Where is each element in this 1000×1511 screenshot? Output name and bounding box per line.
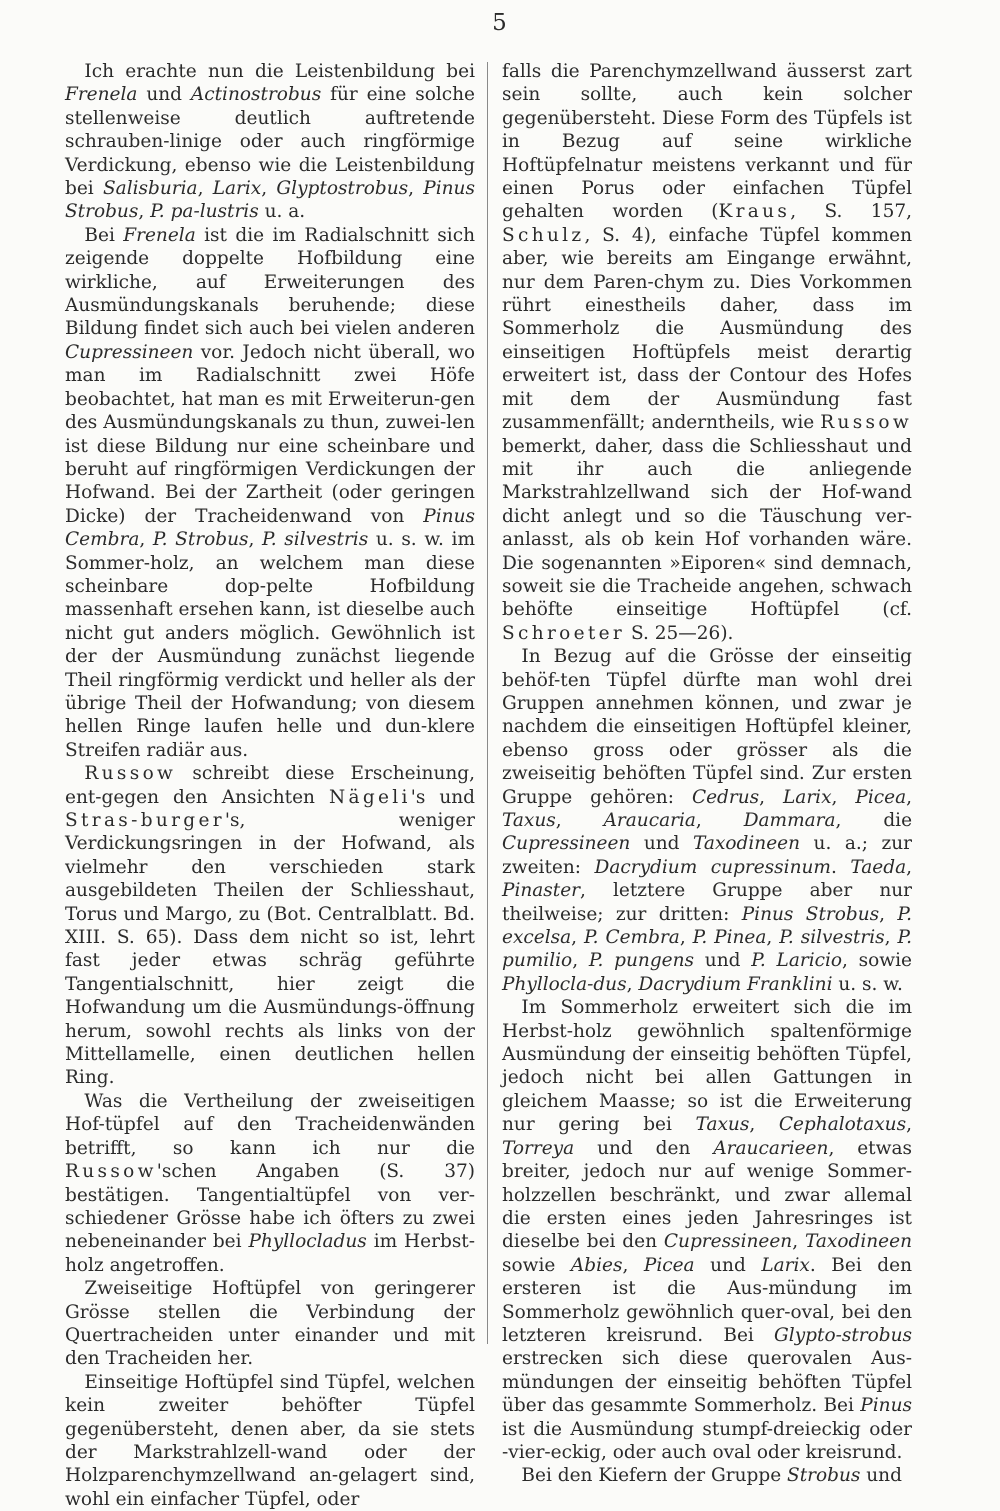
italic-text: Phyllocladus <box>248 1231 367 1253</box>
text-run: , S. 4), einfache Tüpfel kommen aber, wie bereits am Eingange erwähnt, nur dem Paren-chym zu. Dies Vorkommen rührt einestheils daher, dass im Sommerholz die Ausmündung des einseitigen Hoftüpfels meist derartig erweitert ist, dass der Contour des Hofes mit dem der Ausmündung fast zusammenfällt; anderntheils, wie <box>502 224 912 434</box>
text-run: , letztere Gruppe aber nur theilweise; zur dritten: <box>502 880 912 925</box>
text-run: , <box>139 529 153 551</box>
text-run: , etwas breiter, jedoch nur auf wenige Sommer-holzzellen beschränkt, und zwar allemal die ersten eines jeden Jahresringes ist dieselbe bei den <box>502 1137 912 1253</box>
text-run: Im Sommerholz erweitert sich die im Herbst-holz gewöhnlich spaltenförmige Ausmündung der einseitig behöften Tüpfel, jedoch nicht bei allen Gattungen in gleichem Maasse; so ist die Erweiterung nur gering bei <box>502 997 912 1136</box>
page-number: 5 <box>492 10 508 36</box>
italic-text: Glyptostrobus <box>276 178 409 200</box>
italic-text: Larix <box>212 178 262 200</box>
italic-text: Taeda <box>850 856 907 878</box>
text-run: u. a.; zur zweiten: <box>502 833 912 878</box>
italic-text: Pinus Strobus <box>741 903 880 925</box>
italic-text: Phylloclа-dus <box>502 973 627 995</box>
text-run: , <box>831 786 856 808</box>
italic-text: Taxus <box>502 810 556 831</box>
text-run: , <box>555 810 604 831</box>
italic-text: Strobus <box>787 1465 861 1487</box>
italic-text: Dacrydium cupressinum <box>594 856 831 878</box>
text-run: , <box>759 786 784 808</box>
text-run: und <box>694 1254 762 1276</box>
italic-text: Cedrus <box>691 786 760 808</box>
text-run: ist die Ausmündung stumpf-dreieckig oder -vier-eckig, oder auch oval oder kreisrund. <box>502 1418 912 1463</box>
spaced-name: Russow <box>65 1161 157 1183</box>
italic-text: Cupressineen <box>502 833 631 855</box>
text-run: , <box>906 856 912 878</box>
text-run: , <box>571 927 584 949</box>
text-run: Ich erachte nun die Leistenbildung bei <box>84 61 475 82</box>
italic-text: Torreya <box>502 1137 575 1159</box>
text-run: u. s. w. im Sommer-holz, an welchem man diese scheinbare dop-pelte Hofbildung massenhaft ersehen kann, ist dieselbe auch nicht gut anders möglich. Gewöhnlich ist der der Ausmündung zunächst liegende Theil ringförmig verdickt und heller als der übrige Theil der Hofwandung; von diesem hellen Ringe laufen helle und dun-klere Streifen radiär aus. <box>65 529 475 761</box>
text-run: , <box>408 178 424 200</box>
text-run: u. a. <box>258 201 306 223</box>
spaced-name: Schulz <box>502 224 585 246</box>
text-run: , <box>906 1114 912 1136</box>
italic-text: Pinaster <box>502 880 581 902</box>
text-run: schreibt diese Erscheinung, ent-gegen den Ansichten <box>65 763 475 808</box>
italic-text: Larix <box>761 1254 810 1276</box>
spaced-name: Stras-burger <box>65 810 225 831</box>
text-run: , <box>906 786 913 808</box>
text-run: , <box>248 529 263 551</box>
text-run: , <box>572 950 589 972</box>
text-run: und <box>630 833 694 855</box>
italic-text: Pinus Strobus <box>65 178 475 223</box>
paragraph <box>65 1090 475 1277</box>
italic-text: P. Cembra <box>583 927 680 949</box>
paragraph <box>65 60 475 224</box>
italic-text: Cephalotaxus <box>778 1114 907 1136</box>
text-run: Bei den Kiefern der Gruppe <box>521 1465 788 1487</box>
italic-text: Picea <box>855 786 907 808</box>
italic-text: P. Laricio <box>751 950 843 972</box>
text-run: , <box>749 1114 779 1136</box>
paragraph <box>65 1277 475 1371</box>
italic-text: Abies <box>570 1254 623 1276</box>
paragraph <box>502 645 912 996</box>
text-run: sowie <box>502 1254 571 1276</box>
text-run: , sowie <box>842 950 913 972</box>
text-run: . <box>830 856 851 878</box>
italic-text: Pinus Cembra <box>65 505 475 551</box>
text-run: und <box>137 84 191 106</box>
paragraph <box>502 996 912 1464</box>
italic-text: Pinus <box>860 1395 912 1417</box>
italic-text: P. Pinea <box>692 927 767 949</box>
text-run: erstrecken sich diese querovalen Aus-mündungen der einseitig behöften Tüpfel über das gesammte Sommerholz. Bei <box>502 1348 912 1417</box>
italic-text: Dammara <box>743 810 836 831</box>
spaced-name: Russow <box>84 763 177 785</box>
text-run: Was die Vertheilung der zweiseitigen Hof-tüpfel auf den Tracheidenwänden betrifft, so kann ich nur die <box>65 1090 475 1159</box>
text-run: , <box>792 1231 805 1253</box>
italic-text: Picea <box>643 1254 695 1276</box>
italic-text: Actinostrobus <box>190 84 322 106</box>
italic-text: P. pa-lustris <box>150 201 259 223</box>
paragraph <box>502 60 912 645</box>
italic-text: P. silvestris <box>262 529 369 551</box>
text-run: , <box>626 973 639 995</box>
italic-text: Taxodineen <box>805 1231 912 1253</box>
text-run: , <box>138 201 151 223</box>
italic-text: Taxodineen <box>693 833 801 855</box>
text-run: , <box>884 927 898 949</box>
text-run: für eine solche stellenweise deutlich auftretende schrauben-linige oder auch ringförmige Verdickung, ebenso wie die Leistenbildung bei <box>65 84 475 200</box>
text-run: im Herbst-holz angetroffen. <box>65 1231 475 1276</box>
text-run: , die <box>835 810 913 831</box>
italic-text: Cupressineen <box>65 341 194 363</box>
text-run: ist die im Radialschnitt sich zeigende doppelte Hofbildung eine wirkliche, auf Erweiterungen des Ausmündungskanals beruhende; diese Bildung findet sich auch bei vielen anderen <box>65 224 475 340</box>
spaced-name: Nägeli <box>328 786 411 808</box>
italic-text: Glypto-strobus <box>774 1324 912 1346</box>
paragraph <box>502 1464 912 1487</box>
spaced-name: Schroeter <box>502 622 626 644</box>
spaced-name: Kraus <box>718 201 791 223</box>
text-run: 's und <box>410 786 475 808</box>
text-run: Zweiseitige Hoftüpfel von geringerer Grösse stellen die Verbindung der Quertracheiden unter einander und mit den Tracheiden her. <box>65 1278 475 1370</box>
text-run: . Bei den ersteren ist die Aus-mündung im Sommerholz gewöhnlich quer-oval, bei den letzteren kreisrund. Bei <box>502 1254 913 1346</box>
italic-text: P. excelsa <box>502 903 912 949</box>
spaced-name: Russow <box>820 412 912 434</box>
italic-text: Taxus <box>695 1114 750 1136</box>
text-run: , <box>197 178 213 200</box>
text-run: , <box>695 810 744 831</box>
text-run: 'schen Angaben (S. 37) bestätigen. Tangentialtüpfel von ver-schiedener Grösse habe ich öfters zu zwei nebeneinander bei <box>65 1161 475 1253</box>
text-run: , <box>679 927 693 949</box>
text-run: 's, weniger Verdickungsringen in der Hofwand, als vielmehr den verschieden stark ausgebildeten Theilen der Schliesshaut, Torus und Margo, zu (Bot. Centralblatt. Bd. XIII. S. 65). Dass dem nicht so ist, lehrt fast jeder etwas schräg geführte Tangentialschnitt, hier zeigt die Hofwandung um die Ausmündungs-öffnung herum, sowohl rechts als links von der Mittellamelle, einen deutlichen hellen Ring. <box>65 810 475 1089</box>
italic-text: Cupressineen <box>663 1231 793 1253</box>
italic-text: P. pungens <box>588 950 695 972</box>
text-run: S. 25—26). <box>625 622 734 644</box>
paragraph <box>65 1371 475 1511</box>
text-run: vor. Jedoch nicht überall, wo man im Radialschnitt zwei Höfe beobachtet, hat man es mit Erweiterun-gen des Ausmündungskanals zu thun, zuwei-len ist diese Bildung nur eine scheinbare und beruht auf ringförmigen Verdickungen der Hofwand. Bei der Zartheit (oder geringen Dicke) der Tracheidenwand von <box>65 341 475 527</box>
text-run: und <box>860 1465 902 1487</box>
italic-text: P. Strobus <box>152 529 249 551</box>
italic-text: Araucaria <box>603 810 696 831</box>
italic-text: Araucarieen <box>713 1137 829 1159</box>
italic-text: Salisburia <box>102 178 198 200</box>
text-run: , S. 157, <box>790 201 913 223</box>
text-run: , <box>879 903 898 925</box>
paragraph <box>65 762 475 1090</box>
left-column <box>65 60 475 1511</box>
italic-text: Larix <box>783 786 832 808</box>
text-run: Einseitige Hoftüpfel sind Tüpfel, welchen kein zweiter behöfter Tüpfel gegenübersteht, denen aber, da sie stets der Markstrahlzell-wand oder der Holzparenchymzellwand an-gelagert sind, wohl ein einfacher Tüpfel, oder <box>65 1371 475 1510</box>
italic-text: P. pumilio <box>502 927 913 972</box>
text-run: und <box>694 950 752 972</box>
text-run: Bei <box>84 224 124 246</box>
text-run: falls die Parenchymzellwand äusserst zart sein sollte, auch kein solcher gegenübersteht. Diese Form des Tüpfels ist in Bezug auf seine wirkliche Hoftüpfelnatur meistens verkannt und für einen Porus oder einfachen Tüpfel gehalten worden ( <box>502 61 912 223</box>
text-run: , <box>766 927 780 949</box>
text-run: u. s. w. <box>832 973 903 995</box>
text-run: und den <box>574 1137 714 1159</box>
text-run: bemerkt, daher, dass die Schliesshaut und mit ihr auch die anliegende Markstrahlzellwand sich der Hof-wand dicht anlegt und so die Täuschung ver-anlasst, als ob kein Hof vorhanden wäre. Die sogenannten »Eiporen« sind demnach, soweit sie die Tracheide angehen, schwach behöfte einseitige Hoftüpfel (cf. <box>502 435 912 621</box>
italic-text: Frenela <box>123 224 196 246</box>
column-divider <box>487 62 488 1344</box>
text-run: In Bezug auf die Grösse der einseitig behöf-ten Tüpfel dürfte man wohl drei Gruppen annehmen können, und zwar je nachdem die einseitigen Hoftüpfel kleiner, ebenso gross oder grösser als die zweiseitig behöften Tüpfel sind. Zur ersten Gruppe gehören: <box>502 646 912 808</box>
right-column <box>502 60 912 1488</box>
paragraph <box>65 224 475 762</box>
text-run: , <box>622 1254 644 1276</box>
italic-text: P. silvestris <box>779 927 885 949</box>
italic-text: Frenela <box>65 84 138 106</box>
text-run: , <box>261 178 277 200</box>
italic-text: Dacrydium Franklini <box>638 973 833 995</box>
